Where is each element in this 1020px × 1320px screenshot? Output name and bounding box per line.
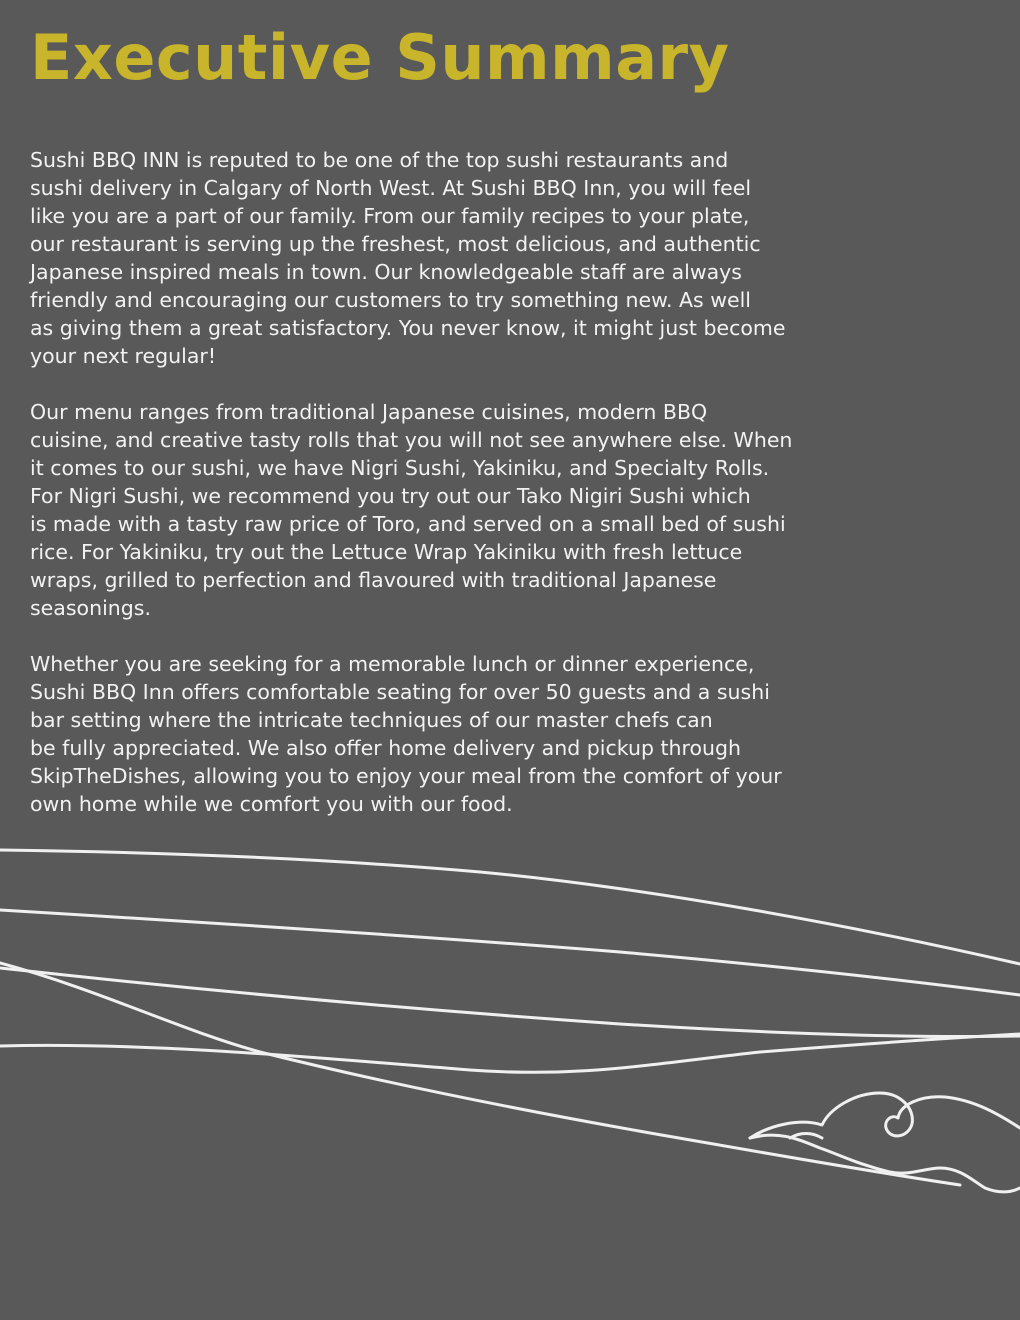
text-line: it comes to our sushi, we have Nigri Sushi, Yakiniku, and Specialty Rolls.	[30, 456, 770, 480]
text-line: is made with a tasty raw price of Toro, and served on a small bed of sushi	[30, 512, 786, 536]
wind-line	[0, 968, 1020, 1037]
text-line: rice. For Yakiniku, try out the Lettuce Wrap Yakiniku with fresh lettuce	[30, 540, 743, 564]
text-line: seasonings.	[30, 596, 151, 620]
text-line: be fully appreciated. We also offer home delivery and pickup through	[30, 736, 742, 760]
text-line: friendly and encouraging our customers to try something new. As well	[30, 288, 752, 312]
text-line: sushi delivery in Calgary of North West. At Sushi BBQ Inn, you will feel	[30, 176, 752, 200]
text-line: wraps, grilled to perfection and flavoured with traditional Japanese	[30, 568, 717, 592]
text-line: cuisine, and creative tasty rolls that you will not see anywhere else. When	[30, 428, 793, 452]
paragraph-experience	[30, 650, 890, 818]
text-line: Our menu ranges from traditional Japanese cuisines, modern BBQ	[30, 400, 708, 424]
text-line: Whether you are seeking for a memorable lunch or dinner experience,	[30, 652, 755, 676]
text-line: For Nigri Sushi, we recommend you try out our Tako Nigiri Sushi which	[30, 484, 751, 508]
paragraph-menu	[30, 398, 890, 622]
wind-line	[0, 850, 1020, 964]
text-line: our restaurant is serving up the freshest, most delicious, and authentic	[30, 232, 761, 256]
text-line: Sushi BBQ INN is reputed to be one of the top sushi restaurants and	[30, 148, 729, 172]
paragraph-intro	[30, 146, 890, 370]
text-line: Japanese inspired meals in town. Our knowledgeable staff are always	[30, 260, 742, 284]
text-line: SkipTheDishes, allowing you to enjoy your meal from the comfort of your	[30, 764, 782, 788]
text-line: as giving them a great satisfactory. You never know, it might just become	[30, 316, 786, 340]
wind-line	[0, 1034, 1020, 1072]
text-line: own home while we comfort you with our food.	[30, 792, 513, 816]
text-line: bar setting where the intricate techniques of our master chefs can	[30, 708, 713, 732]
wind-line	[0, 910, 1020, 995]
wind-lines-cloud-icon	[0, 820, 1020, 1220]
page-title: Executive Summary	[30, 21, 730, 94]
body-text	[30, 146, 890, 846]
text-line: Sushi BBQ Inn offers comfortable seating for over 50 guests and a sushi	[30, 680, 770, 704]
text-line: your next regular!	[30, 344, 217, 368]
text-line: like you are a part of our family. From our family recipes to your plate,	[30, 204, 750, 228]
cloud-icon	[750, 1135, 1020, 1192]
wind-line	[0, 963, 960, 1185]
cloud-icon	[750, 1093, 1020, 1138]
